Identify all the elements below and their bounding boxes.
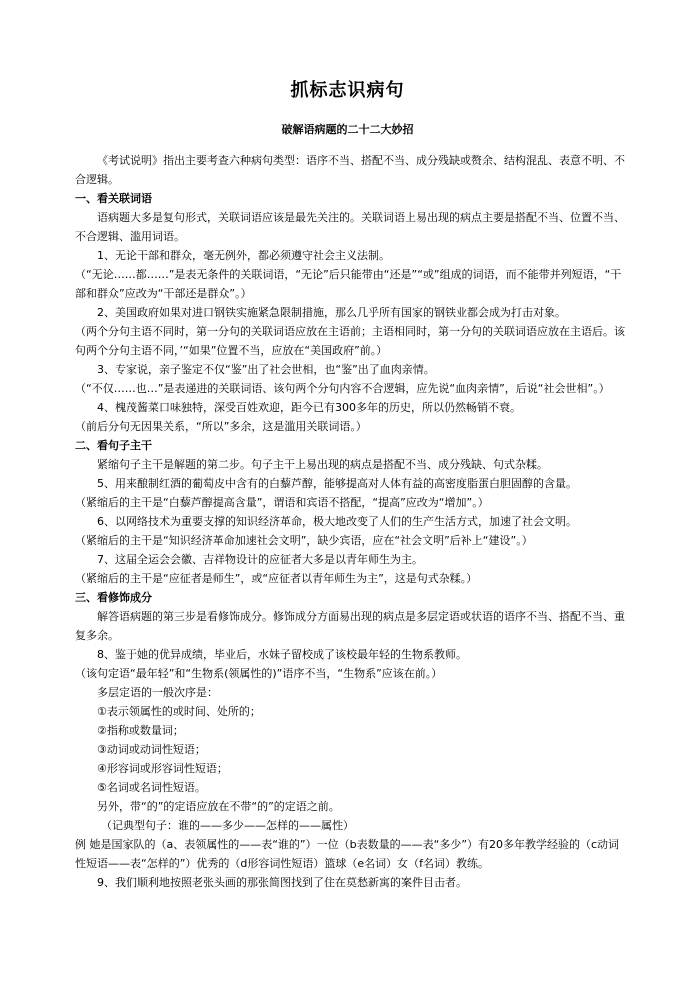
paragraph: （“不仅……也…”是表递进的关联词语、该句两个分句内容不合逻辑，应先说“血肉亲情”，后说“社会世相”。） [75,382,610,395]
paragraph: ④形容词或形容词性短语； [97,762,228,775]
paragraph: 9、我们顺利地按照老张头画的那张简图找到了住在莫愁新寓的案件目击者。 [97,876,467,889]
paragraph: （紧缩后的主干是“应征者是师生”，或“应征者以青年师生为主”，这是句式杂糅。） [75,572,478,585]
paragraph: （两个分句主语不同时，第一分句的关联词语应放在主语前；主语相同时，第一分句的关联词语应放在主语后。该句两个分句主语不同，’“如果”位置不当，应放在“美国政府”前。） [75,325,625,357]
paragraph: 8、鉴于她的优异成绩，毕业后，水妹子留校成了该校最年轻的生物系教师。 [97,648,467,661]
paragraph: ⑤名词或名词性短语。 [97,781,206,794]
section-heading: 二、看句子主干 [75,439,152,452]
paragraph: ②指称或数量词； [97,724,184,737]
paragraph: （前后分句无因果关系，“所以”多余，这是滥用关联词语。） [75,420,367,433]
paragraph: 另外，带“的”的定语应放在不带“的”的定语之前。 [97,800,340,813]
paragraph: （“无论……都……”是表无条件的关联词语，“无论”后只能带由“还是”“或”组成的词语，而不能带并列短语，“干部和群众”应改为“干部还是群众”。） [75,268,622,300]
document-title: 抓标志识病句 [290,80,405,101]
paragraph: 5、用来酿制红酒的葡萄皮中含有的白藜芦醇，能够提高对人体有益的高密度脂蛋白胆固醇的含量。 [97,477,577,490]
section-heading: 一、看关联词语 [75,192,152,205]
paragraph: 多层定语的一般次序是： [97,686,218,699]
document-body [75,151,627,892]
section-heading: 三、看修饰成分 [75,591,152,604]
paragraph: 7、这届全运会会徽、吉祥物设计的应征者大多是以青年师生为主。 [97,553,423,566]
paragraph: 例 她是国家队的（a、表领属性的——表“谁的”）一位（b表数量的——表“多少”）有20多年教学经验的（c动词性短语——表“怎样的”）优秀的（d形容词性短语）篮球（e名词）女（f名词）教练。 [75,838,620,870]
paragraph: 语病题大多是复句形式，关联词语应该是最先关注的。关联词语上易出现的病点主要是搭配不当、位置不当、不合逻辑、滥用词语。 [75,211,625,243]
paragraph: 紧缩句子主干是解题的第二步。句子主干上易出现的病点是搭配不当、成分残缺、句式杂糅。 [97,458,548,471]
paragraph: 1、无论干部和群众，毫无例外，都必须遵守社会主义法制。 [97,249,390,262]
document-subtitle: 破解语病题的二十二大妙招 [281,123,414,136]
paragraph: 3、专家说，亲子鉴定不仅“鉴”出了社会世相，也“鉴”出了血肉亲情。 [97,363,435,376]
paragraph: ③动词或动词性短语； [97,743,206,756]
paragraph: （该句定语“最年轻”和“生物系(领属性的)”语序不当，“生物系”应该在前。） [75,667,443,680]
paragraph: （紧缩后的主干是“白藜芦醇提高含量”，谓语和宾语不搭配，“提高”应改为“增加”。） [75,496,489,509]
paragraph: （紧缩后的主干是“知识经济革命加速社会文明”，缺少宾语，应在“社会文明”后补上“建设”。） [75,534,533,547]
paragraph: 2、美国政府如果对进口钢铁实施紧急限制措施，那么几乎所有国家的钢铁业都会成为打击对象。 [97,306,566,319]
paragraph: 4、槐茂酱菜口味独特，深受百姓欢迎，距今已有300多年的历史，所以仍然畅销不衰。 [97,401,521,414]
paragraph: 《考试说明》指出主要考查六种病句类型：语序不当、搭配不当、成分残缺或赘余、结构混乱、表意不明、不合逻辑。 [75,154,625,186]
paragraph: 解答语病题的第三步是看修饰成分。修饰成分方面易出现的病点是多层定语或状语的语序不当、搭配不当、重复多余。 [75,610,625,642]
paragraph: （记典型句子：谁的——多少——怎样的——属性） [101,819,354,832]
paragraph: ①表示领属性的或时间、处所的； [97,705,261,718]
paragraph: 6、以网络技术为重要支撑的知识经济革命，极大地改变了人们的生产生活方式，加速了社会文明。 [97,515,577,528]
